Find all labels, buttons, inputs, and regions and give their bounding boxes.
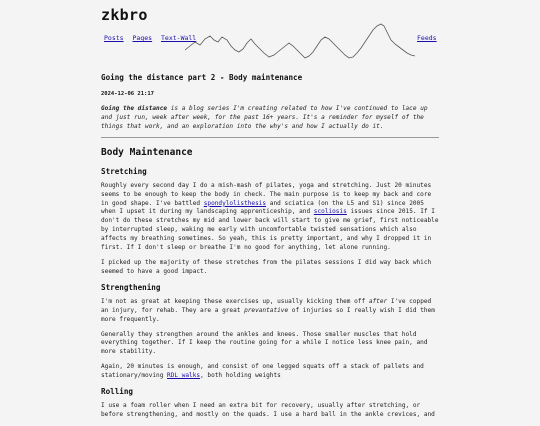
text-span: issues since 2015. If I don't do these stretches my mid and lower back will start to give me grief, first noticeable by interrupted sleep, waking me early with uncomfortable twisted sensations which also affects my breathing sometimes. So yeah, this is pretty important, and why I dropped it in first. If I don't sleep or breathe I'm no good for anything, let alone running. [101,208,439,252]
stretching-paragraph-2: I picked up the majority of these stretches from the pilates sessions I did way back which seemed to have a good impact. [101,258,432,275]
stretching-paragraph-1 [101,182,439,253]
text-span: Roughly every second day I do a mish-mash of pilates, yoga and stretching. Just 20 minutes seems to be enough to keep the body in check. The main purpose is to keep my back and core in good shape. I've battled [101,181,432,207]
section-heading-rolling: Rolling [101,387,134,397]
text-span: , both holding weights [200,372,281,380]
post-intro-text: is a blog series I'm creating related to how I've continued to lace up and just run, week after week, for the past 16+ years. It's a reminder for myself of the things that work, and an exploration into the why's and how I actually do it. [101,105,428,130]
strengthening-paragraph-1 [101,298,439,325]
text-span: I'm not as great at keeping these exercises up, usually kicking them off [101,297,369,305]
text-span: Again, 20 minutes is enough, and consist of one legged squats off a stack of pallets and stationary/moving [101,363,424,380]
divider [101,137,439,138]
strengthening-paragraph-3 [101,363,439,381]
nav-text-wall-link[interactable]: Text-Wall [161,34,197,42]
emphasis-text: after [368,297,388,305]
post-title: Going the distance part 2 - Body maintenance [101,73,303,82]
rolling-paragraph-1: I use a foam roller when I need an extra bit for recovery, usually after stretching, or before strengthening, and mostly on the quads. I use a hard ball in the ankle crevices, and [101,402,435,418]
text-span: of injuries so I really wish I did them more frequently. [101,306,435,323]
emphasis-text: prevantative [244,306,289,314]
section-heading-stretching: Stretching [101,166,147,176]
scoliosis-link[interactable]: scoliosis [313,208,347,216]
feeds-nav [417,34,437,42]
post-date: 2024-12-06 21:17 [101,91,154,97]
rdl-walks-link[interactable]: RDL walks [167,372,201,380]
post-intro [101,105,439,132]
text-span: and sciatica (on the L5 and S1) since 2005 when I upset it during my landscaping apprenticeship, and [101,199,424,216]
text-span: I've copped an injury, for rehab. They are a great [101,297,432,314]
site-title[interactable]: zkbro [101,6,148,24]
post-intro-series-name: Going the distance [101,105,168,112]
spondylolisthesis-link[interactable]: spondylolisthesis [203,199,267,207]
strengthening-paragraph-2: Generally they strengthen around the ankles and knees. Those smaller muscles that hold everything together. If I keep the routine going for a while I notice less knee pain, and more stability. [101,330,428,356]
mountain-skyline-decoration [185,12,417,62]
post-content [101,73,439,426]
nav-pages-link[interactable]: Pages [132,34,153,42]
section-heading-strengthening: Strengthening [101,282,161,292]
nav-feeds-link[interactable]: Feeds [417,34,437,42]
article-heading: Body Maintenance [101,146,193,158]
nav-posts-link[interactable]: Posts [104,34,124,42]
